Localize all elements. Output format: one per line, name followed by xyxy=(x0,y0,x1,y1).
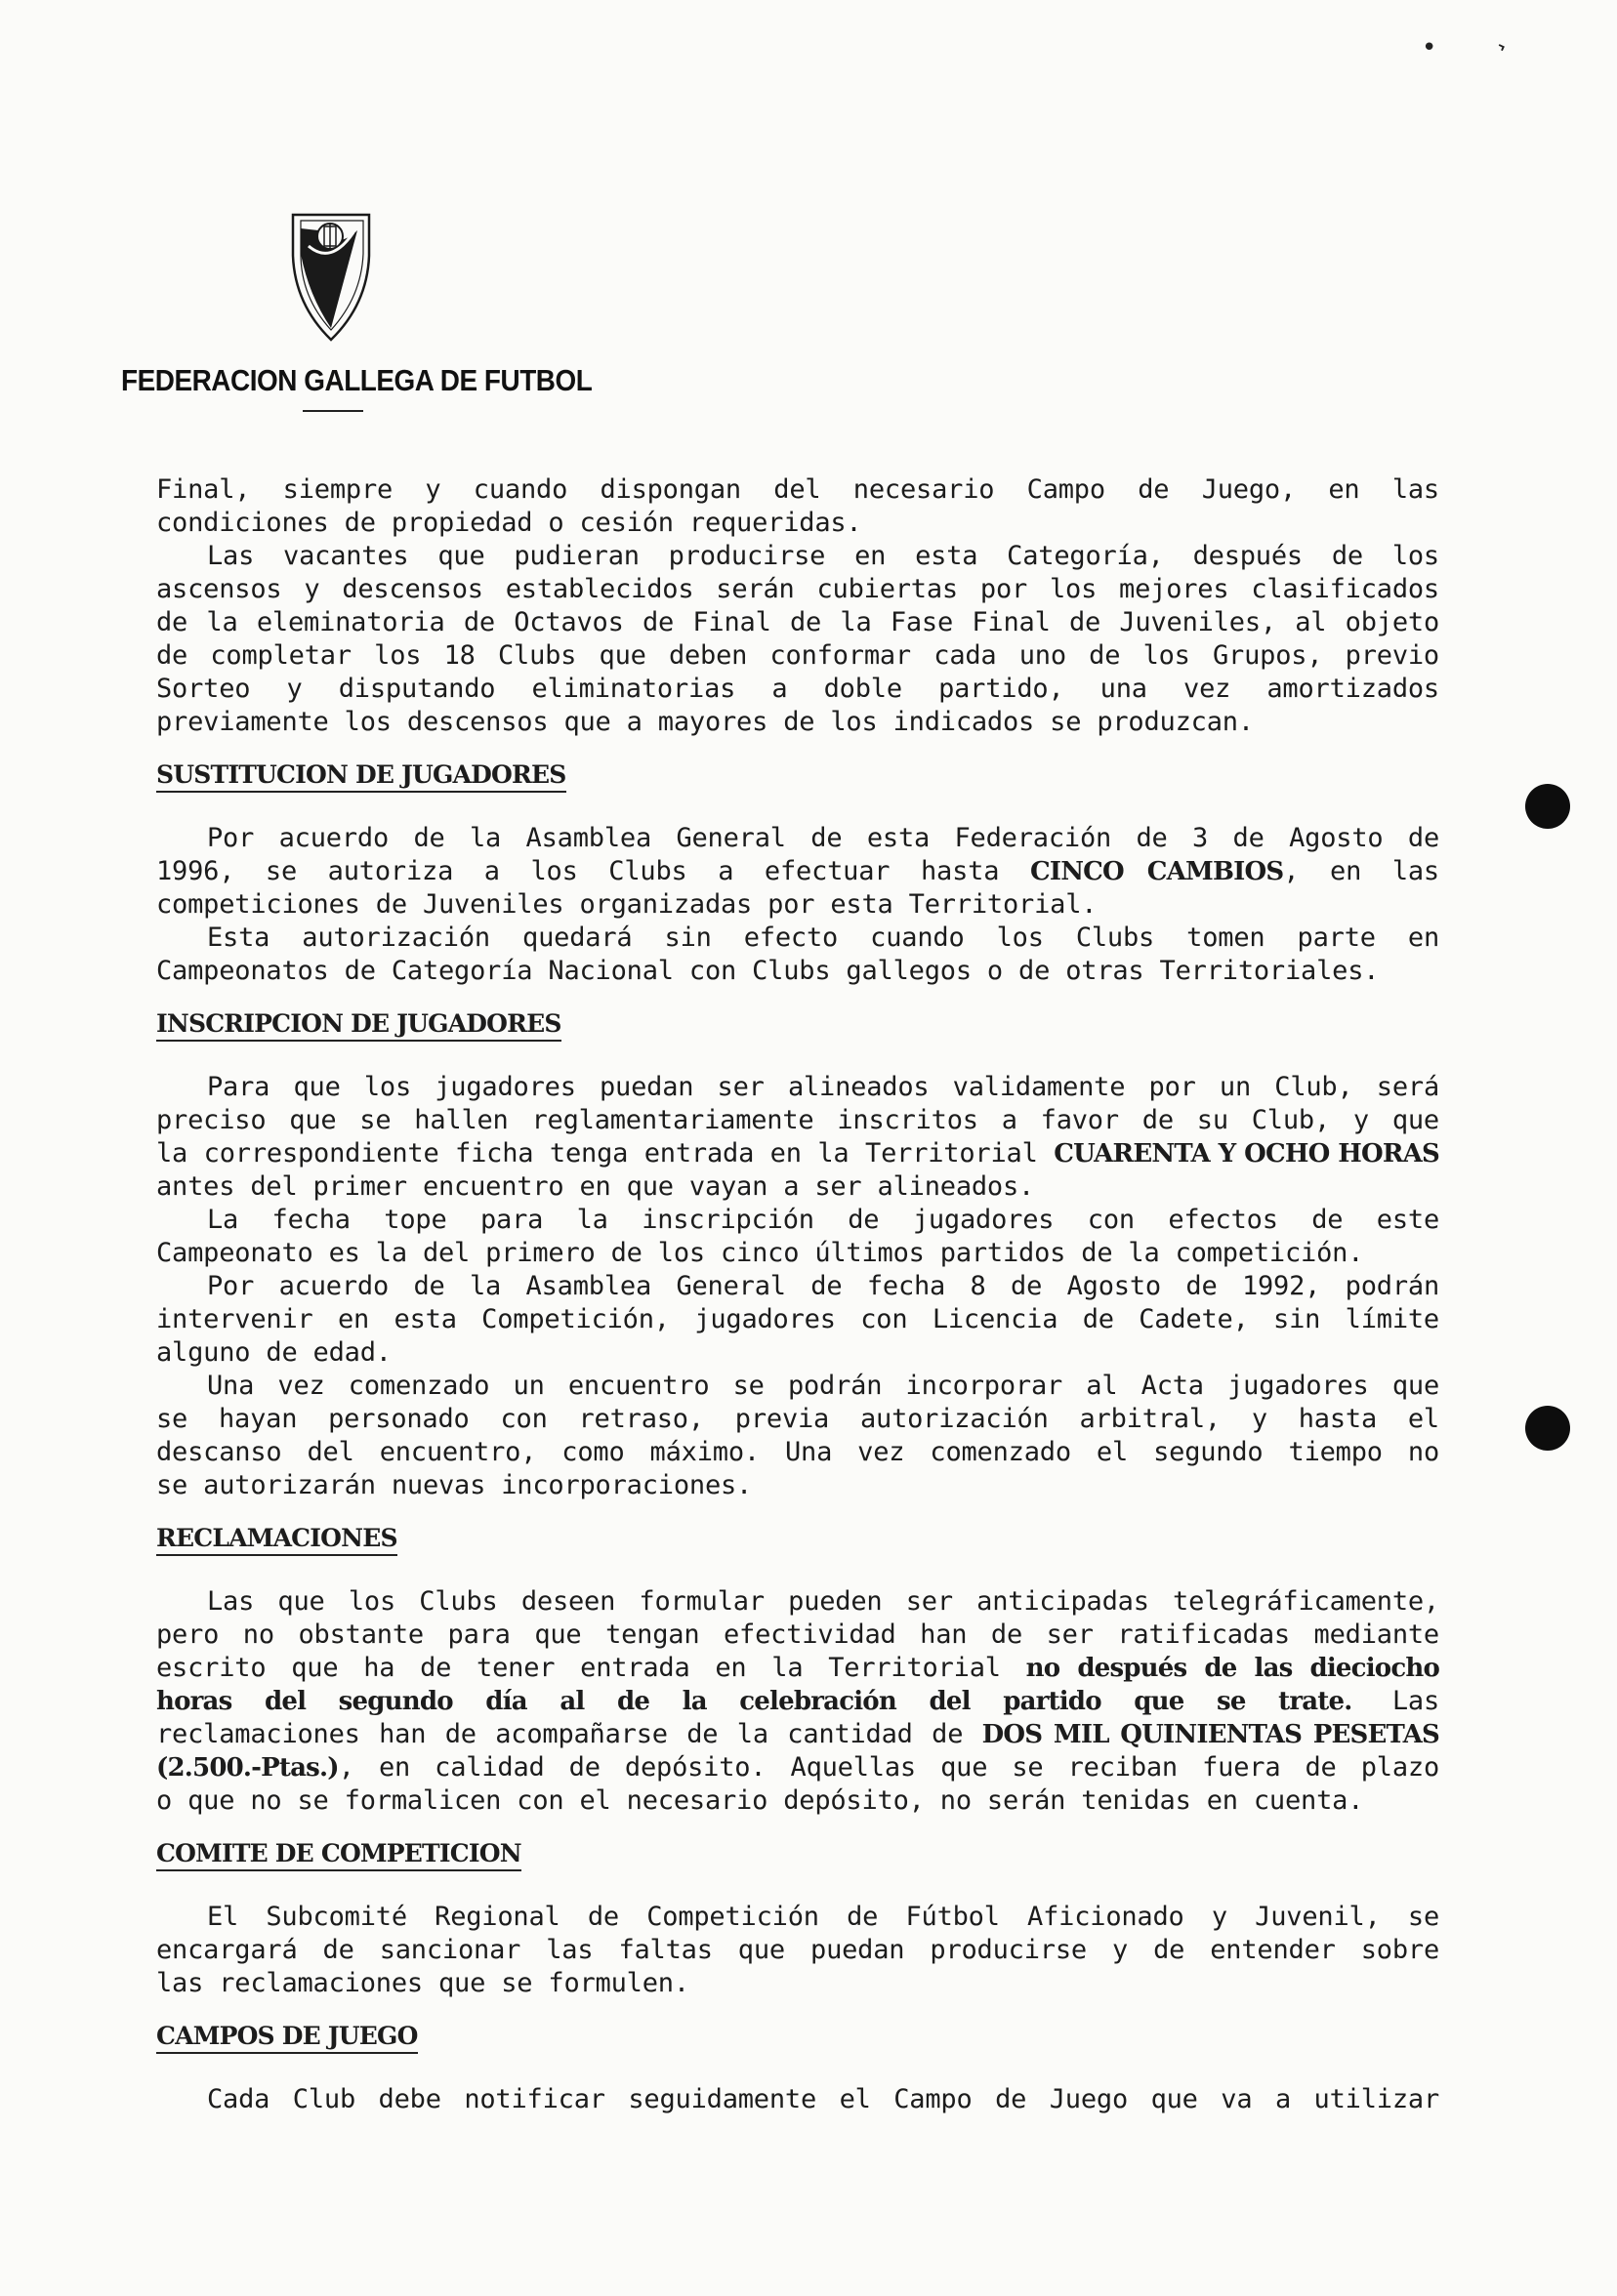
punch-hole-top xyxy=(1525,784,1570,829)
text-line: de la eleminatoria de Octavos de Final de la Fase Final de Juveniles, al objeto xyxy=(156,607,1439,637)
punch-hole-bottom xyxy=(1525,1406,1570,1451)
section-inscripcion xyxy=(156,1009,1439,1502)
text-line: Para que los jugadores puedan ser alineados validamente por un Club, será xyxy=(207,1072,1439,1102)
federation-shield-logo xyxy=(289,207,373,344)
section-sustitucion xyxy=(156,760,1439,988)
section-comite xyxy=(156,1839,1439,2000)
text-line: escrito que ha de tener entrada en la Territorial no después de las dieciocho xyxy=(156,1653,1439,1683)
text-line: antes del primer encuentro en que vayan a ser alineados. xyxy=(156,1171,1035,1202)
section-intro xyxy=(156,473,1439,739)
text-line: Campeonato es la del primero de los cinco últimos partidos de la competición. xyxy=(156,1238,1364,1268)
text-line: alguno de edad. xyxy=(156,1337,392,1368)
text-line: se autorizarán nuevas incorporaciones. xyxy=(156,1470,753,1500)
text-line: o que no se formalicen con el necesario depósito, no serán tenidas en cuenta. xyxy=(156,1785,1364,1816)
text-line: preciso que se hallen reglamentariamente inscritos a favor de su Club, y que xyxy=(156,1105,1439,1135)
text-line: la correspondiente ficha tenga entrada en la Territorial CUARENTA Y OCHO HORAS xyxy=(156,1138,1439,1168)
text-line: intervenir en esta Competición, jugadores con Licencia de Cadete, sin límite xyxy=(156,1304,1439,1334)
organization-name: FEDERACION GALLEGA DE FUTBOL xyxy=(121,363,593,397)
section-heading: RECLAMACIONES xyxy=(156,1524,397,1556)
text-line: Una vez comenzado un encuentro se podrán incorporar al Acta jugadores que xyxy=(207,1371,1439,1401)
section-heading: INSCRIPCION DE JUGADORES xyxy=(156,1009,561,1042)
text-line: ascensos y descensos establecidos serán cubiertas por los mejores clasificados xyxy=(156,574,1439,604)
text-line: La fecha tope para la inscripción de jugadores con efectos de este xyxy=(207,1205,1439,1235)
text-line: Final, siempre y cuando dispongan del necesario Campo de Juego, en las xyxy=(156,474,1439,505)
text-line: Esta autorización quedará sin efecto cuando los Clubs tomen parte en xyxy=(207,922,1439,953)
section-campos xyxy=(156,2022,1439,2116)
text-line: las reclamaciones que se formulen. xyxy=(156,1968,689,1998)
text-line: se hayan personado con retraso, previa autorización arbitral, y hasta el xyxy=(156,1404,1439,1434)
text-line: competiciones de Juveniles organizadas por esta Territorial. xyxy=(156,889,1098,920)
text-line: (2.500.-Ptas.), en calidad de depósito. Aquellas que se reciban fuera de plazo xyxy=(156,1752,1439,1783)
section-reclamaciones xyxy=(156,1524,1439,1818)
text-line: El Subcomité Regional de Competición de Fútbol Aficionado y Juvenil, se xyxy=(207,1902,1439,1932)
text-line: encargará de sancionar las faltas que puedan producirse y de entender sobre xyxy=(156,1935,1439,1965)
section-heading: COMITE DE COMPETICION xyxy=(156,1839,521,1871)
text-line: Cada Club debe notificar seguidamente el Campo de Juego que va a utilizar xyxy=(207,2084,1439,2114)
text-line: Por acuerdo de la Asamblea General de esta Federación de 3 de Agosto de xyxy=(207,823,1439,853)
text-line: Las vacantes que pudieran producirse en esta Categoría, después de los xyxy=(207,541,1439,571)
text-line: condiciones de propiedad o cesión requeridas. xyxy=(156,508,862,538)
text-line: reclamaciones han de acompañarse de la cantidad de DOS MIL QUINIENTAS PESETAS xyxy=(156,1719,1439,1749)
document-body xyxy=(156,473,1439,2116)
text-line: Las que los Clubs deseen formular pueden ser anticipadas telegráficamente, xyxy=(207,1586,1439,1617)
text-line: Campeonatos de Categoría Nacional con Clubs gallegos o de otras Territoriales. xyxy=(156,956,1380,986)
text-line: descanso del encuentro, como máximo. Una vez comenzado el segundo tiempo no xyxy=(156,1437,1439,1467)
corner-mark-tick: ˺ xyxy=(1485,38,1509,74)
corner-mark-dot: • xyxy=(1422,33,1437,62)
text-line: Por acuerdo de la Asamblea General de fecha 8 de Agosto de 1992, podrán xyxy=(207,1271,1439,1301)
text-line: 1996, se autoriza a los Clubs a efectuar hasta CINCO CAMBIOS, en las xyxy=(156,856,1439,886)
text-line: horas del segundo día al de la celebración del partido que se trate. Las xyxy=(156,1686,1439,1716)
text-line: Sorteo y disputando eliminatorias a doble partido, una vez amortizados xyxy=(156,674,1439,704)
text-line: previamente los descensos que a mayores de los indicados se produzcan. xyxy=(156,707,1254,737)
section-heading: SUSTITUCION DE JUGADORES xyxy=(156,760,566,793)
header-divider xyxy=(303,410,363,412)
text-line: de completar los 18 Clubs que deben conformar cada uno de los Grupos, previo xyxy=(156,640,1439,671)
section-heading: CAMPOS DE JUEGO xyxy=(156,2022,418,2054)
text-line: pero no obstante para que tengan efectividad han de ser ratificadas mediante xyxy=(156,1620,1439,1650)
